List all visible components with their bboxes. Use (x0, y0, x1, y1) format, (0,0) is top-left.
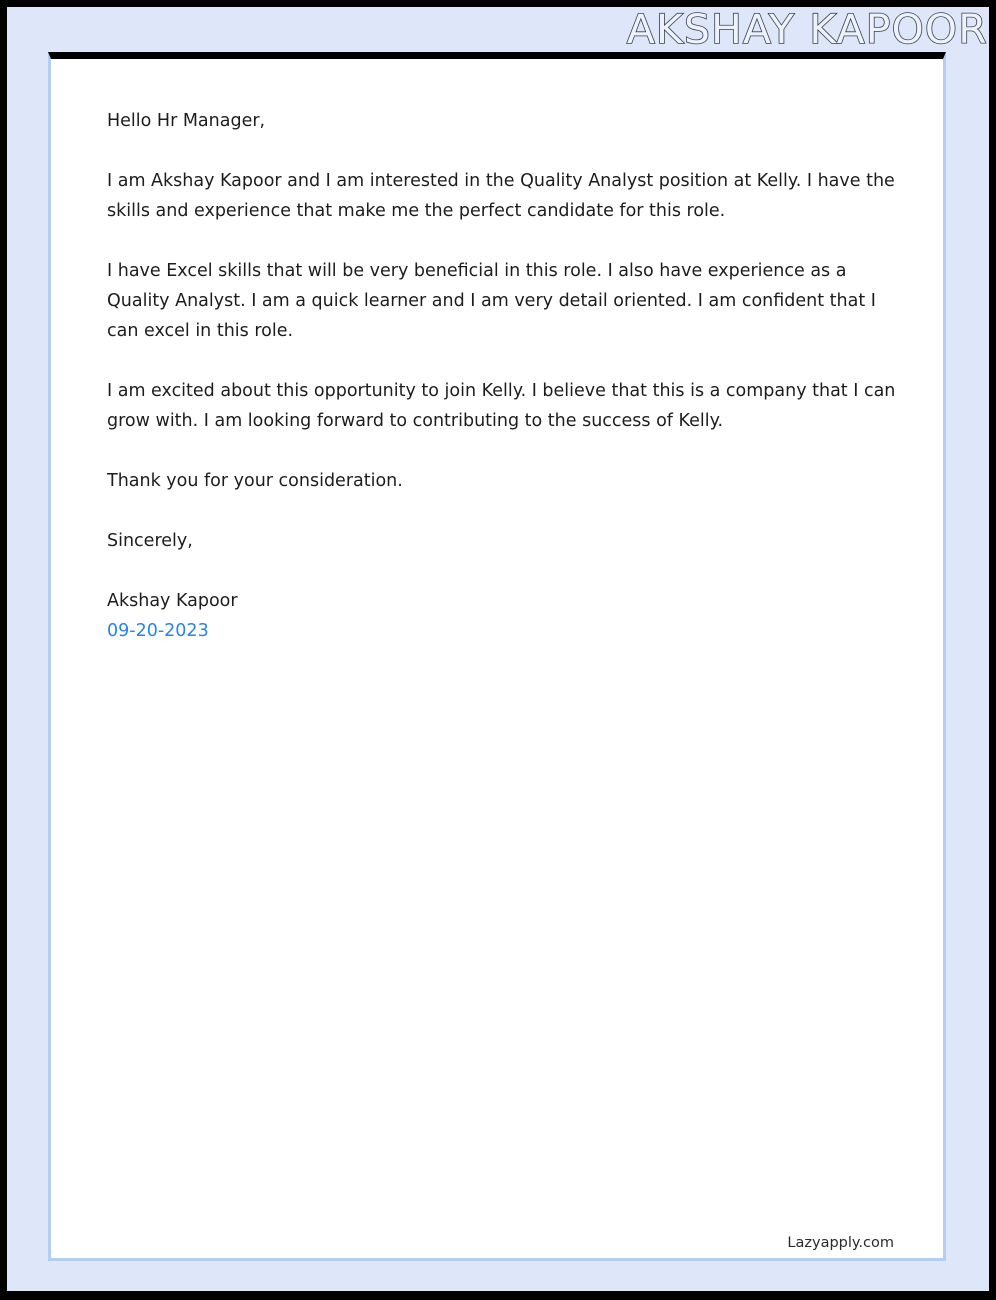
letter-paragraph-2: I have Excel skills that will be very beneficial in this role. I also have experience as a Quality Analyst. I am a quick learner and I am very detail oriented. I am confident that I can excel in this role. (107, 261, 876, 341)
letter-signature-name: Akshay Kapoor (107, 591, 238, 611)
letter-thanks: Thank you for your consideration. (107, 471, 403, 491)
letter-salutation: Hello Hr Manager, (107, 111, 266, 131)
letter-date: 09-20-2023 (107, 621, 209, 641)
letter-paragraph-1: I am Akshay Kapoor and I am interested in the Quality Analyst position at Kelly. I have the skills and experience that make me the perfect candidate for this role. (107, 171, 895, 221)
letter-content (107, 106, 903, 646)
document-header (7, 7, 989, 52)
footer-brand-label: Lazyapply.com (787, 1235, 894, 1251)
letter-closing: Sincerely, (107, 531, 193, 551)
page-title: AKSHAY KAPOOR (627, 6, 988, 53)
letter-panel (48, 52, 946, 1261)
letter-paragraph-3: I am excited about this opportunity to join Kelly. I believe that this is a company that I can grow with. I am looking forward to contributing to the success of Kelly. (107, 381, 896, 431)
